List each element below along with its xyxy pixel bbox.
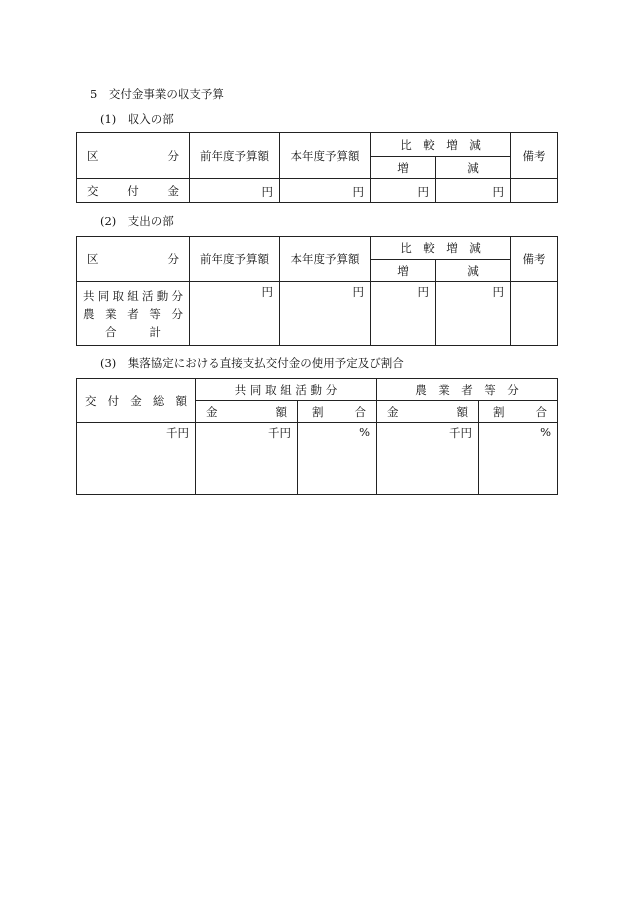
increase-cell: 円 <box>371 179 436 203</box>
farmer-ratio-header: 割 合 <box>479 401 558 423</box>
increase-header: 増 <box>371 157 436 179</box>
usage-heading: (3) 集落協定における直接支払交付金の使用予定及び割合 <box>100 356 404 370</box>
farmer-label: 農 業 者 等 分 <box>83 307 183 321</box>
remarks-header: 備考 <box>511 237 558 282</box>
total-label: 合 計 <box>105 325 161 339</box>
income-table <box>76 132 558 203</box>
prev-budget-header: 前年度予算額 <box>190 237 280 282</box>
farmer-header: 農 業 者 等 分 <box>377 379 558 401</box>
decrease-cell: 円 <box>436 282 511 346</box>
joint-ratio-header: 割 合 <box>298 401 377 423</box>
joint-amount-header: 金 額 <box>196 401 298 423</box>
joint-ratio-cell: % <box>298 423 377 495</box>
income-heading: (1) 収入の部 <box>100 112 174 126</box>
joint-activity-label: 共 同 取 組 活 動 分 <box>83 289 183 303</box>
compare-header: 比 較 増 減 <box>371 237 511 260</box>
expense-row-labels <box>77 282 190 346</box>
curr-budget-header: 本年度予算額 <box>280 237 371 282</box>
joint-amount-cell: 千円 <box>196 423 298 495</box>
increase-header: 増 <box>371 260 436 282</box>
total-amount-cell: 千円 <box>77 423 196 495</box>
kubun-header: 区 分 <box>77 133 190 179</box>
joint-activity-header: 共 同 取 組 活 動 分 <box>196 379 377 401</box>
compare-header: 比 較 増 減 <box>371 133 511 157</box>
decrease-header: 減 <box>436 260 511 282</box>
curr-budget-cell: 円 <box>280 179 371 203</box>
total-amount-header: 交 付 金 総 額 <box>77 379 196 423</box>
increase-cell: 円 <box>371 282 436 346</box>
expense-heading: (2) 支出の部 <box>100 214 174 228</box>
decrease-header: 減 <box>436 157 511 179</box>
farmer-amount-header: 金 額 <box>377 401 479 423</box>
remarks-cell <box>511 282 558 346</box>
remarks-cell <box>511 179 558 203</box>
curr-budget-cell: 円 <box>280 282 371 346</box>
expense-table <box>76 236 558 346</box>
decrease-cell: 円 <box>436 179 511 203</box>
remarks-header: 備考 <box>511 133 558 179</box>
prev-budget-cell: 円 <box>190 282 280 346</box>
usage-table <box>76 378 558 495</box>
section-title: 5 交付金事業の収支予算 <box>90 87 224 101</box>
farmer-ratio-cell: % <box>479 423 558 495</box>
kubun-header: 区 分 <box>77 237 190 282</box>
farmer-amount-cell: 千円 <box>377 423 479 495</box>
curr-budget-header: 本年度予算額 <box>280 133 371 179</box>
koufukin-label: 交 付 金 <box>77 179 190 203</box>
prev-budget-header: 前年度予算額 <box>190 133 280 179</box>
prev-budget-cell: 円 <box>190 179 280 203</box>
